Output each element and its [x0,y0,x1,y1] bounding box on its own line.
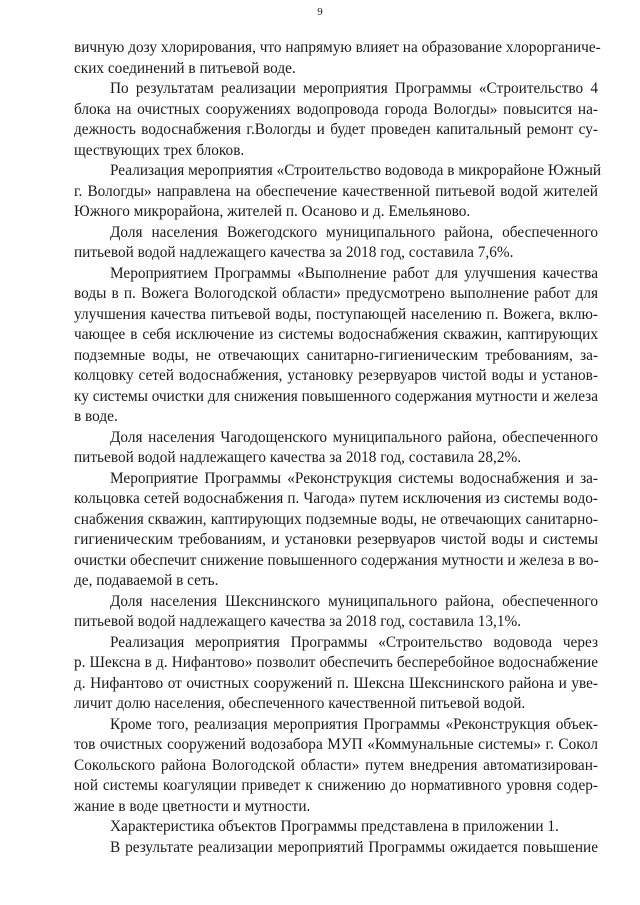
text-line: ку системы очистки для снижения повышенного содержания мутности и железа [74,387,599,405]
text-line: тов очистных сооружений водозабора МУП «Коммунальные системы» г. Сокол [74,736,598,753]
text-line: в воде. [74,408,118,425]
text-line: Южного микрорайона, жителей п. Осаново и д. Емельяново. [74,203,471,220]
text-line: очистки обеспечит снижение повышенного содержания мутности и железа в во- [74,551,599,569]
text-line: вичную дозу хлорирования, что напрямую влияет на образование хлорорганиче- [74,39,601,56]
text-line: питьевой водой надлежащего качества за 2018 год, составила 7,6%. [74,244,514,261]
text-line: Характеристика объектов Программы представлена в приложении 1. [110,818,559,835]
text-line: подземные воды, не отвечающих санитарно-гигиеническим требованиям, за- [74,346,598,364]
text-line: снабжения скважин, каптирующих подземные воды, не отвечающих санитарно- [74,510,598,528]
text-line: ществующих трех блоков. [74,141,245,159]
text-line: Реализация мероприятия «Строительство водовода в микрорайоне Южный [110,162,602,179]
text-line: Доля населения Шекснинского муниципального района, обеспеченного [110,592,598,610]
text-line: кольцовка сетей водоснабжения п. Чагода» путем исключения из системы водо- [74,490,598,507]
text-line: Кроме того, реализация мероприятия Программы «Реконструкция объек- [110,715,598,733]
text-line: ских соединений в питьевой воде. [74,59,296,77]
text-line: Мероприятие Программы «Реконструкция системы водоснабжения и за- [110,469,598,487]
text-line: воды в п. Вожега Вологодской области» предусмотрено выполнение работ для [74,285,598,302]
text-line: дежность водоснабжения г.Вологды и будет проведен капитальный ремонт су- [74,121,598,138]
text-line: д. Нифантово от очистных сооружений п. Шексна Шекснинского района и уве- [74,674,598,692]
text-line: колцовку сетей водоснабжения, установку резервуаров чистой воды и установ- [74,367,598,384]
text-line: Сокольского района Вологодской области» путем внедрения автоматизирован- [74,756,598,774]
text-line: блока на очистных сооружениях водопровода города Вологды» повысится на- [74,100,598,118]
text-line: улучшения качества питьевой воды, поступающей населению п. Вожега, вклю- [74,305,598,323]
text-line: гигиеническим требованиям, и установки резервуаров чистой воды и системы [74,531,598,548]
text-line: Доля населения Чагодощенского муниципального района, обеспеченного [110,428,598,446]
text-line: ной системы коагуляции приведет к снижению до нормативного уровня содер- [74,777,598,794]
text-line: р. Шексна в д. Нифантово» позволит обеспечить бесперебойное водоснабжение [74,654,598,671]
text-line: Реализация мероприятия Программы «Строительство водовода через [110,633,598,651]
text-line: чающее в себя исключение из системы водоснабжения скважин, каптирующих [74,326,598,343]
page-number: 9 [317,6,323,18]
text-line: жание в воде цветности и мутности. [74,797,311,815]
text-line: г. Вологды» направлена на обеспечение качественной питьевой водой жителей [74,182,598,200]
text-line: По результатам реализации мероприятия Программы «Строительство 4 [110,80,598,97]
text-line: питьевой водой надлежащего качества за 2018 год, составила 13,1%. [74,613,522,630]
text-line: Мероприятием Программы «Выполнение работ для улучшения качества [110,264,598,282]
text-line: де, подаваемой в сеть. [74,572,219,589]
text-line: личит долю населения, обеспеченного качественной питьевой водой. [74,695,526,712]
text-line: Доля населения Вожегодского муниципального района, обеспеченного [110,223,598,241]
text-line: питьевой водой надлежащего качества за 2018 год, составила 28,2%. [74,449,522,466]
text-line: В результате реализации мероприятий Программы ожидается повышение [110,838,598,856]
